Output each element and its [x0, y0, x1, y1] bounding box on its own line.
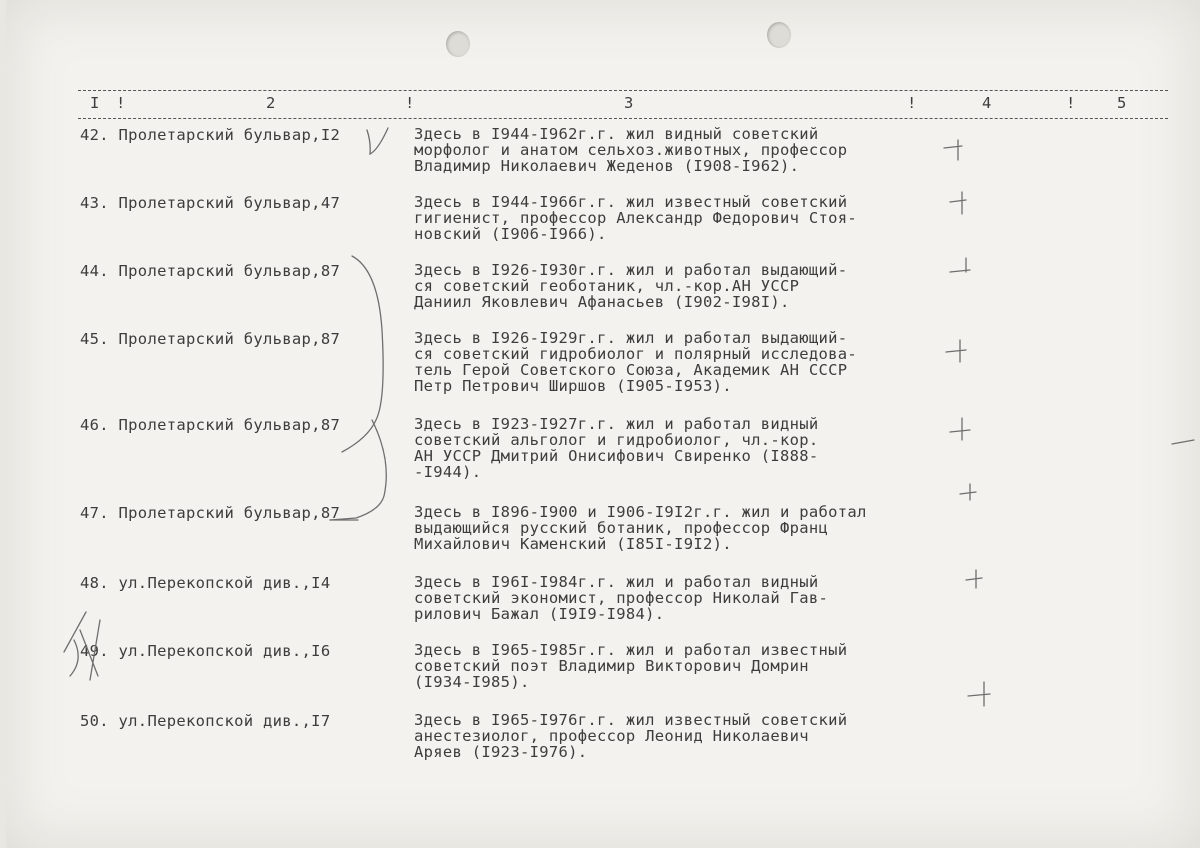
entry-number: 42.: [80, 126, 109, 144]
desc-line: Здесь в I965-I985г.г. жил и работал известный: [414, 641, 848, 659]
desc-line: Михайлович Каменский (I85I-I9I2).: [414, 535, 732, 553]
pencil-check-mark-icon: [367, 128, 388, 154]
desc-line: выдающийся русский ботаник, профессор Франц: [414, 519, 829, 537]
pencil-bracket-icon: [342, 256, 383, 452]
pencil-check-mark-icon: [950, 192, 966, 214]
desc-line: рилович Бажал (I9I9-I984).: [414, 605, 665, 623]
desc-line: гигиенист, профессор Александр Федорович Стоя-: [414, 209, 858, 227]
entry-number: 50.: [80, 712, 109, 730]
entry-address: Пролетарский бульвар,87: [118, 416, 341, 434]
entry-address: Пролетарский бульвар,87: [118, 330, 341, 348]
header-sep: !: [116, 94, 126, 112]
entry-address: Пролетарский бульвар,87: [118, 262, 341, 280]
header-col2: 2: [266, 94, 276, 112]
pencil-check-mark-icon: [950, 258, 970, 272]
entry-number: 49.: [80, 642, 109, 660]
pencil-check-mark-icon: [1172, 440, 1194, 444]
desc-line: Владимир Николаевич Жеденов (I908-I962).: [414, 157, 800, 175]
header-col3: 3: [624, 94, 634, 112]
desc-line: советский поэт Владимир Викторович Домрин: [414, 657, 809, 675]
pencil-check-mark-icon: [968, 682, 990, 706]
desc-line: Здесь в I926-I930г.г. жил и работал выдающий-: [414, 261, 848, 279]
desc-line: Здесь в I896-I900 и I906-I9I2г.г. жил и работал: [414, 503, 867, 521]
desc-line: Здесь в I923-I927г.г. жил и работал видный: [414, 415, 819, 433]
desc-line: анестезиолог, профессор Леонид Николаевич: [414, 727, 809, 745]
desc-line: Здесь в I965-I976г.г. жил известный советский: [414, 711, 848, 729]
desc-line: ся советский геоботаник, чл.-кор.АН УССР: [414, 277, 800, 295]
entry-address: ул.Перекопской див.,I4: [118, 574, 331, 592]
desc-line: ся советский гидробиолог и полярный исследова-: [414, 345, 858, 363]
desc-line: советский экономист, профессор Николай Гав-: [414, 589, 829, 607]
header-sep: !: [907, 94, 917, 112]
entry-number: 43.: [80, 194, 109, 212]
desc-line: Здесь в I926-I929г.г. жил и работал выдающий-: [414, 329, 848, 347]
pencil-bracket-icon: [330, 420, 386, 520]
desc-line: советский альголог и гидробиолог, чл.-кор.: [414, 431, 819, 449]
desc-line: Здесь в I96I-I984г.г. жил и работал видный: [414, 573, 819, 591]
entry-number: 44.: [80, 262, 109, 280]
desc-line: Петр Петрович Ширшов (I905-I953).: [414, 377, 732, 395]
pencil-check-mark-icon: [944, 140, 962, 160]
desc-line: Здесь в I944-I966г.г. жил известный советский: [414, 193, 848, 211]
entry-address: Пролетарский бульвар,I2: [118, 126, 341, 144]
entry-number: 46.: [80, 416, 109, 434]
entry-address: ул.Перекопской див.,I6: [118, 642, 331, 660]
desc-line: Здесь в I944-I962г.г. жил видный советский: [414, 125, 819, 143]
entry-number: 45.: [80, 330, 109, 348]
entry-address: Пролетарский бульвар,87: [118, 504, 341, 522]
header-col1: I: [90, 94, 100, 112]
pencil-cross-out-icon: [64, 612, 100, 680]
pencil-check-mark-icon: [966, 570, 982, 588]
desc-line: морфолог и анатом сельхоз.животных, профессор: [414, 141, 848, 159]
entry-address: Пролетарский бульвар,47: [118, 194, 341, 212]
desc-line: Даниил Яковлевич Афанасьев (I902-I98I).: [414, 293, 790, 311]
desc-line: тель Герой Советского Союза, Академик АН СССР: [414, 361, 848, 379]
entry-address: ул.Перекопской див.,I7: [118, 712, 331, 730]
header-sep: !: [1066, 94, 1076, 112]
header-col4: 4: [982, 94, 992, 112]
desc-line: (I934-I985).: [414, 673, 530, 691]
header-sep: !: [405, 94, 415, 112]
header-col5: 5: [1117, 94, 1127, 112]
pencil-check-mark-icon: [960, 484, 976, 500]
desc-line: -I944).: [414, 463, 482, 481]
desc-line: новский (I906-I966).: [414, 225, 607, 243]
entry-number: 48.: [80, 574, 109, 592]
pencil-check-mark-icon: [950, 418, 970, 440]
entry-number: 47.: [80, 504, 109, 522]
pencil-check-mark-icon: [946, 340, 966, 362]
desc-line: АН УССР Дмитрий Онисифович Свиренко (I888-: [414, 447, 819, 465]
desc-line: Аряев (I923-I976).: [414, 743, 588, 761]
